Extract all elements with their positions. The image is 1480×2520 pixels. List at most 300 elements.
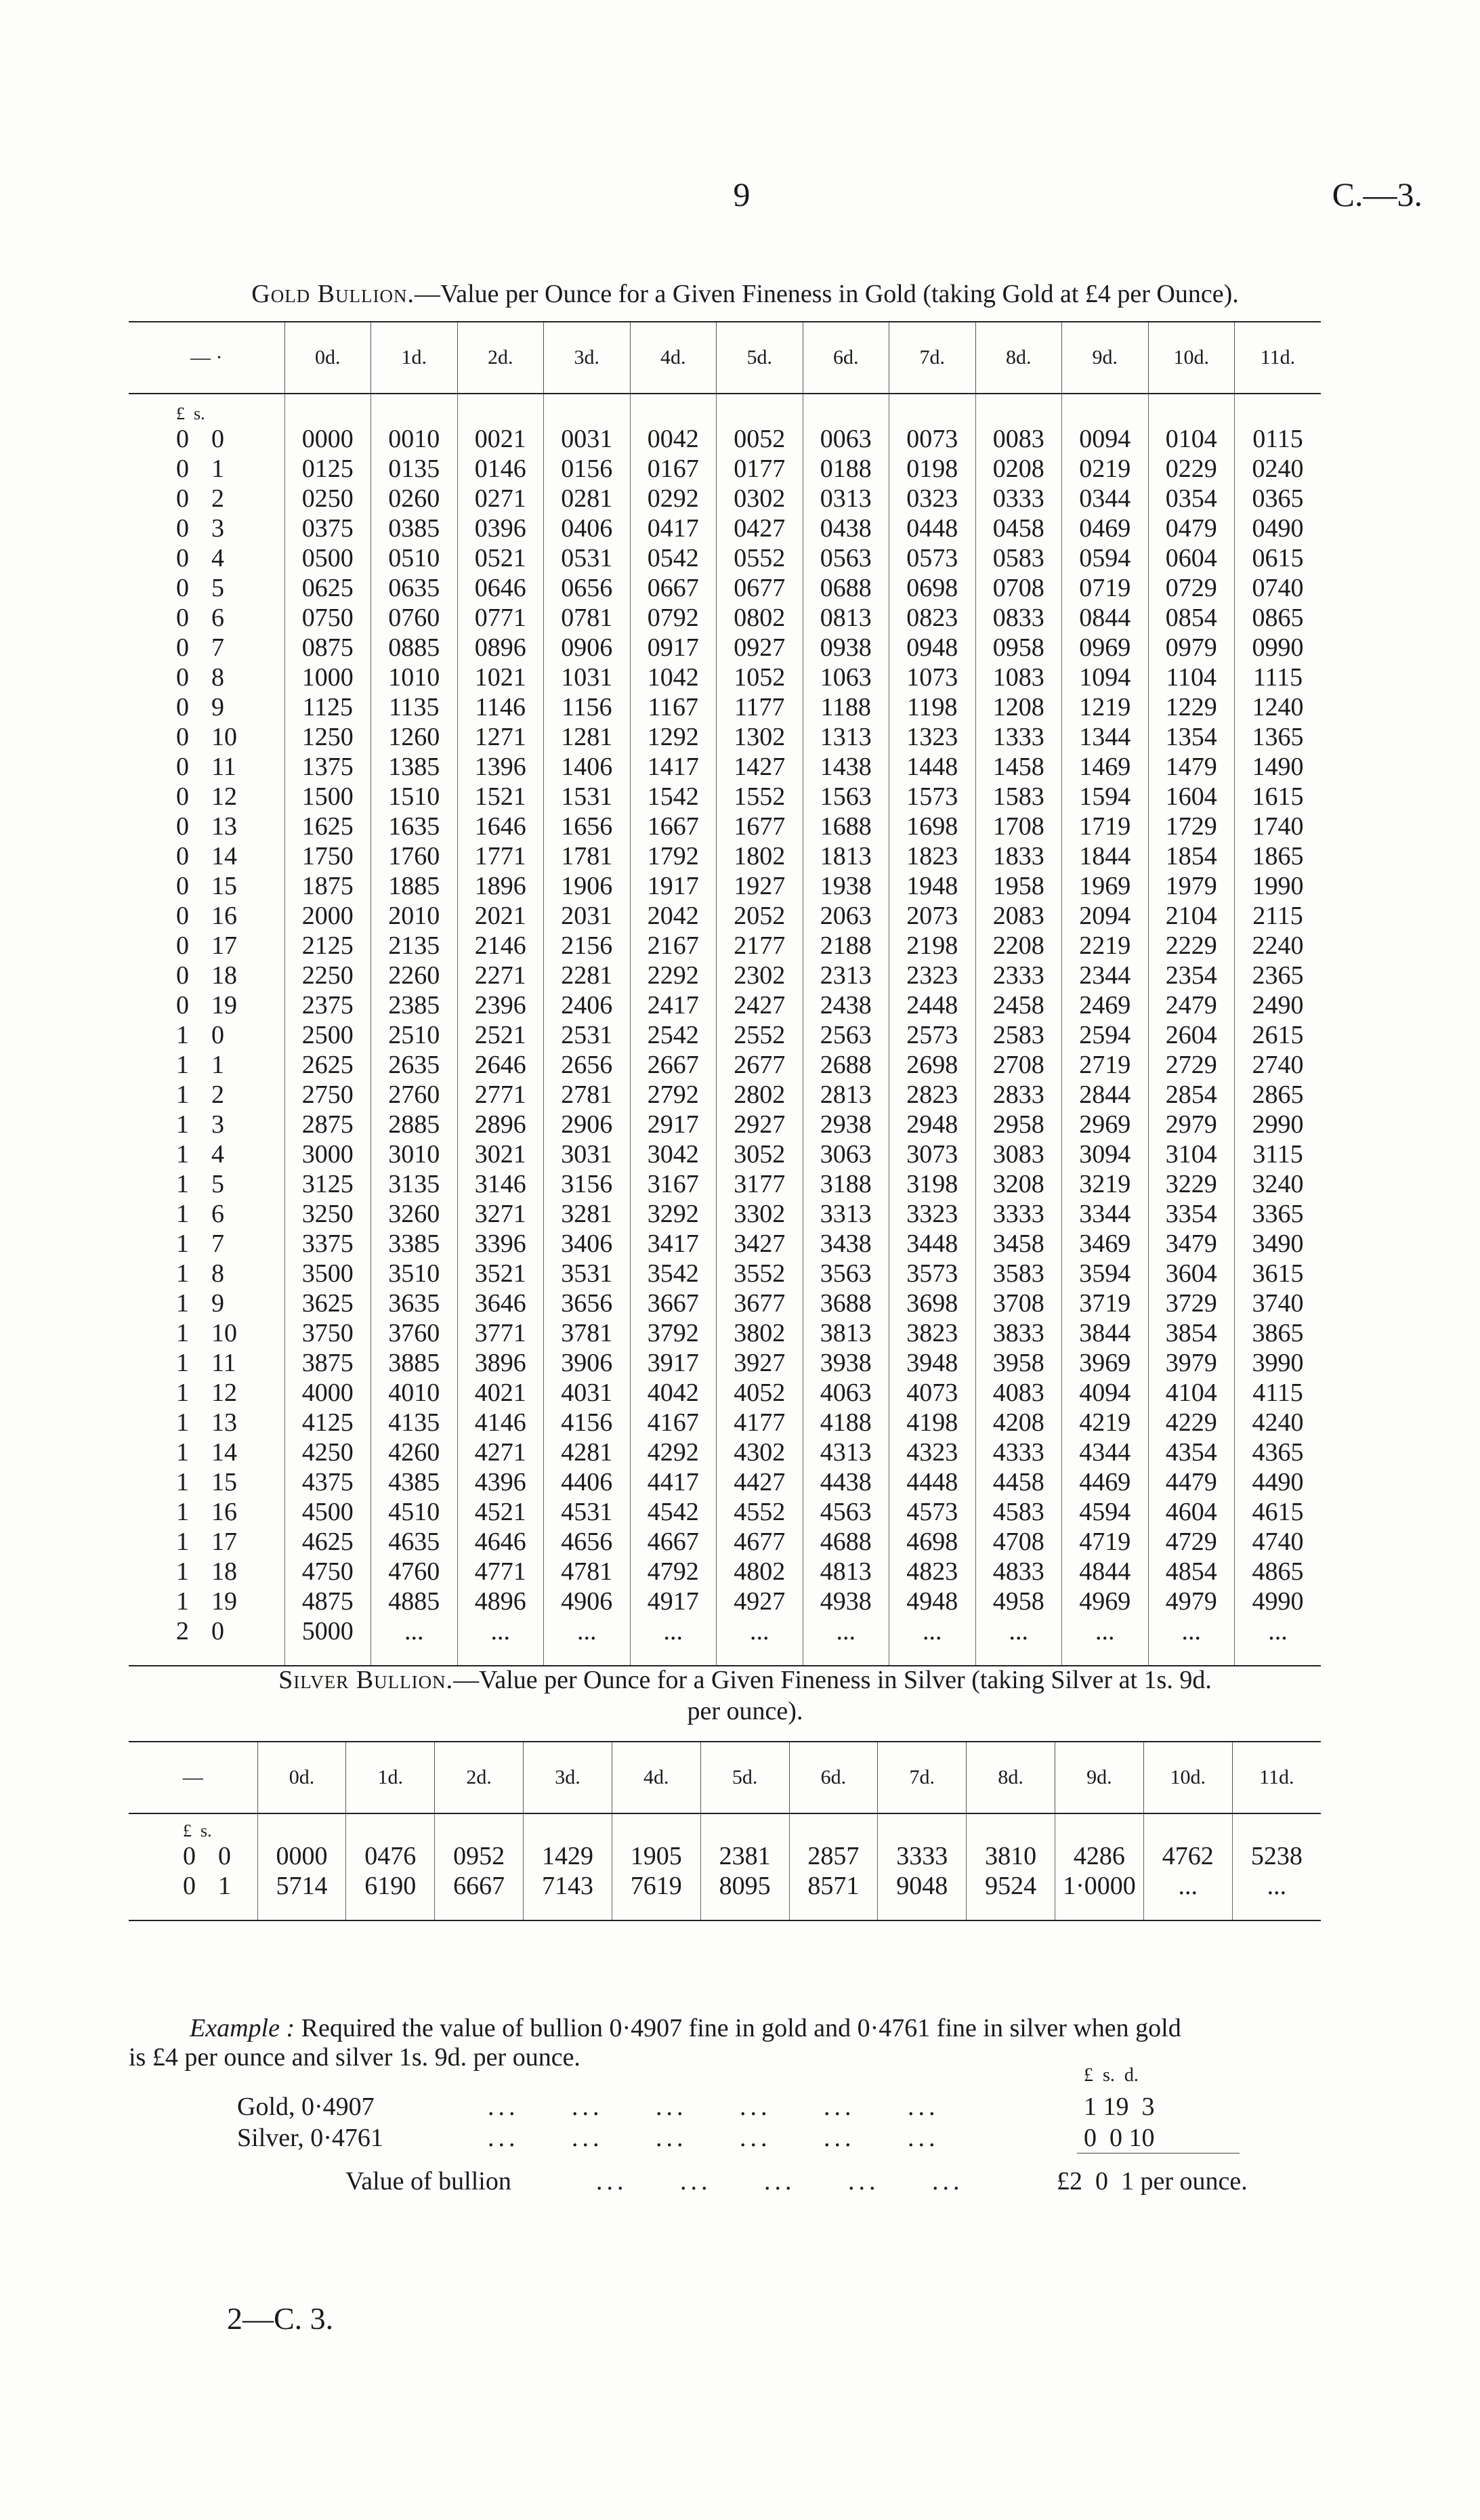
pounds-value: 0 xyxy=(176,931,189,960)
gold-value-cell: 0990 xyxy=(1235,633,1322,663)
gold-value-cell: 3625 xyxy=(284,1288,371,1318)
gold-value-cell: 3458 xyxy=(975,1229,1062,1259)
gold-value-cell: 0167 xyxy=(630,454,717,484)
gold-value-cell: 2458 xyxy=(975,990,1062,1020)
pounds-value: 1 xyxy=(176,1349,189,1377)
gold-value-cell: 4281 xyxy=(544,1437,631,1467)
gold-col-header: 10d. xyxy=(1148,322,1235,394)
gold-value-cell: 1375 xyxy=(284,752,371,782)
gold-value-cell: 0271 xyxy=(457,484,544,513)
gold-value-cell: 0135 xyxy=(371,454,458,484)
gold-value-cell: 0344 xyxy=(1062,484,1149,513)
gold-value-cell: 0448 xyxy=(889,513,976,543)
gold-value-cell: 2250 xyxy=(284,961,371,990)
gold-value-cell: 4792 xyxy=(630,1557,717,1587)
gold-value-cell: 3479 xyxy=(1148,1229,1235,1259)
gold-value-cell: 3500 xyxy=(284,1259,371,1288)
gold-value-cell: 4073 xyxy=(889,1378,976,1408)
gold-value-cell: 3229 xyxy=(1148,1169,1235,1199)
gold-value-cell: 2958 xyxy=(975,1110,1062,1139)
silver-value-cell: 9048 xyxy=(878,1871,967,1901)
gold-table-row xyxy=(129,752,1321,782)
silver-cell xyxy=(524,1813,612,1841)
gold-table-row xyxy=(129,484,1321,513)
gold-value-cell: 3115 xyxy=(1235,1139,1322,1169)
gold-value-cell: 1615 xyxy=(1235,782,1322,812)
gold-value-cell: 3740 xyxy=(1235,1288,1322,1318)
gold-value-cell: 3135 xyxy=(371,1169,458,1199)
gold-table-row xyxy=(129,990,1321,1020)
shillings-value: 19 xyxy=(211,1587,237,1616)
gold-value-cell: ... xyxy=(371,1616,458,1646)
silver-table-title xyxy=(129,1665,1361,1695)
gold-value-cell: 2240 xyxy=(1235,931,1322,961)
shillings-value: 18 xyxy=(211,961,237,990)
gold-value-cell: 2219 xyxy=(1062,931,1149,961)
gold-value-cell: 4698 xyxy=(889,1527,976,1557)
silver-cell xyxy=(612,1901,700,1920)
gold-value-cell: 2813 xyxy=(803,1080,889,1110)
gold-value-cell: 1771 xyxy=(457,841,544,871)
pounds-value: 0 xyxy=(176,544,189,572)
gold-value-cell: 2188 xyxy=(803,931,889,961)
shillings-value: 9 xyxy=(211,693,224,721)
silver-value-cell: 6190 xyxy=(346,1871,435,1901)
pounds-value: 1 xyxy=(176,1468,189,1496)
gold-value-cell: 0292 xyxy=(630,484,717,513)
shillings-value: 4 xyxy=(211,1140,224,1169)
gold-value-cell: 3010 xyxy=(371,1139,458,1169)
example-label: Example : xyxy=(190,2014,295,2042)
gold-value-cell: 2802 xyxy=(717,1080,803,1110)
gold-value-cell: 4604 xyxy=(1148,1497,1235,1527)
gold-cell xyxy=(1235,1646,1322,1666)
gold-value-cell: ... xyxy=(803,1616,889,1646)
gold-value-cell: 0396 xyxy=(457,513,544,543)
gold-value-cell: 2875 xyxy=(284,1110,371,1139)
silver-example-value: 0 0 10 xyxy=(1084,2124,1155,2152)
gold-value-cell: 1385 xyxy=(371,752,458,782)
gold-row-label xyxy=(129,1378,284,1408)
pounds-value: 1 xyxy=(176,1230,189,1258)
gold-value-cell: 2542 xyxy=(630,1020,717,1050)
gold-table-body xyxy=(129,394,1321,1666)
gold-value-cell: 0917 xyxy=(630,633,717,663)
total-value: £2 0 1 per ounce. xyxy=(1057,2167,1248,2196)
gold-value-cell: 4198 xyxy=(889,1408,976,1437)
gold-value-cell: 3781 xyxy=(544,1318,631,1348)
gold-table-row xyxy=(129,1467,1321,1497)
gold-value-cell: 4375 xyxy=(284,1467,371,1497)
gold-value-cell: 3521 xyxy=(457,1259,544,1288)
silver-cell xyxy=(524,1901,612,1920)
gold-value-cell: 2063 xyxy=(803,901,889,931)
gold-table-row xyxy=(129,901,1321,931)
gold-value-cell: 4990 xyxy=(1235,1587,1322,1616)
silver-col-header: 8d. xyxy=(967,1742,1055,1813)
gold-row-label xyxy=(129,1199,284,1229)
gold-value-cell: 1094 xyxy=(1062,663,1149,692)
gold-value-cell: 2083 xyxy=(975,901,1062,931)
gold-value-cell: 0031 xyxy=(544,424,631,454)
gold-value-cell: 0958 xyxy=(975,633,1062,663)
silver-cell xyxy=(967,1813,1055,1841)
gold-value-cell: 2448 xyxy=(889,990,976,1020)
gold-table-row xyxy=(129,841,1321,871)
pounds-value: 0 xyxy=(176,753,189,781)
gold-value-cell: 3979 xyxy=(1148,1348,1235,1378)
gold-col-header: 4d. xyxy=(630,322,717,394)
gold-value-cell: 0823 xyxy=(889,603,976,633)
sum-rule xyxy=(1077,2153,1240,2154)
silver-cell xyxy=(1143,1813,1232,1841)
silver-col-header: 2d. xyxy=(435,1742,524,1813)
gold-value-cell: 3729 xyxy=(1148,1288,1235,1318)
gold-value-cell: 2323 xyxy=(889,961,976,990)
gold-cell xyxy=(1148,1646,1235,1666)
pounds-value: 0 xyxy=(176,514,189,543)
shillings-value: 6 xyxy=(211,604,224,632)
gold-value-cell: 3927 xyxy=(717,1348,803,1378)
gold-value-cell: 2344 xyxy=(1062,961,1149,990)
gold-value-cell: 1292 xyxy=(630,722,717,752)
gold-value-cell: 1208 xyxy=(975,692,1062,722)
gold-value-cell: 2906 xyxy=(544,1110,631,1139)
gold-value-cell: 4167 xyxy=(630,1408,717,1437)
gold-value-cell: 3958 xyxy=(975,1348,1062,1378)
gold-cell xyxy=(630,394,717,424)
gold-value-cell: 0656 xyxy=(544,573,631,603)
gold-value-cell: 2521 xyxy=(457,1020,544,1050)
gold-value-cell: ... xyxy=(1062,1616,1149,1646)
gold-value-cell: 1313 xyxy=(803,722,889,752)
gold-title-caps: Gold Bullion. xyxy=(251,280,415,308)
pounds-value: 0 xyxy=(176,663,189,692)
gold-value-cell: 3208 xyxy=(975,1169,1062,1199)
gold-value-cell: 3396 xyxy=(457,1229,544,1259)
gold-row-label xyxy=(129,1080,284,1110)
gold-value-cell: 0948 xyxy=(889,633,976,663)
gold-value-cell: 3750 xyxy=(284,1318,371,1348)
gold-value-cell: 3875 xyxy=(284,1348,371,1378)
gold-value-cell: 4292 xyxy=(630,1437,717,1467)
shillings-value: 6 xyxy=(211,1200,224,1228)
gold-value-cell: 1510 xyxy=(371,782,458,812)
gold-value-cell: 0250 xyxy=(284,484,371,513)
gold-value-cell: 0594 xyxy=(1062,543,1149,573)
gold-value-cell: 3531 xyxy=(544,1259,631,1288)
gold-value-cell: 1115 xyxy=(1235,663,1322,692)
gold-value-cell: ... xyxy=(544,1616,631,1646)
gold-value-cell: 4583 xyxy=(975,1497,1062,1527)
gold-value-cell: 2354 xyxy=(1148,961,1235,990)
gold-value-cell: 2406 xyxy=(544,990,631,1020)
gold-table-row xyxy=(129,1348,1321,1378)
gold-value-cell: 1698 xyxy=(889,812,976,841)
pounds-value: 1 xyxy=(176,1259,189,1288)
gold-value-cell: 0802 xyxy=(717,603,803,633)
gold-value-cell: 0979 xyxy=(1148,633,1235,663)
gold-value-cell: 0542 xyxy=(630,543,717,573)
gold-value-cell: ... xyxy=(889,1616,976,1646)
silver-cell xyxy=(700,1813,789,1841)
gold-value-cell: 3813 xyxy=(803,1318,889,1348)
gold-value-cell: 4094 xyxy=(1062,1378,1149,1408)
shillings-value: 10 xyxy=(211,723,237,751)
gold-value-cell: 3448 xyxy=(889,1229,976,1259)
gold-value-cell: 1927 xyxy=(717,871,803,901)
gold-col-header: 2d. xyxy=(457,322,544,394)
gold-value-cell: 2573 xyxy=(889,1020,976,1050)
silver-col-header: 1d. xyxy=(346,1742,435,1813)
silver-value-cell: 2381 xyxy=(700,1841,789,1871)
gold-value-cell: 2333 xyxy=(975,961,1062,990)
gold-table-row xyxy=(129,513,1321,543)
gold-value-cell: 2417 xyxy=(630,990,717,1020)
shillings-value: 2 xyxy=(211,1080,224,1109)
gold-value-cell: 2604 xyxy=(1148,1020,1235,1050)
gold-value-cell: 4010 xyxy=(371,1378,458,1408)
gold-value-cell: 0323 xyxy=(889,484,976,513)
gold-value-cell: 3260 xyxy=(371,1199,458,1229)
shillings-value: 17 xyxy=(211,1528,237,1556)
gold-value-cell: 0365 xyxy=(1235,484,1322,513)
gold-value-cell: 3563 xyxy=(803,1259,889,1288)
gold-value-cell: 4729 xyxy=(1148,1527,1235,1557)
silver-title-line2: per ounce). xyxy=(687,1697,803,1725)
gold-cell xyxy=(803,394,889,424)
gold-value-cell: 0552 xyxy=(717,543,803,573)
gold-table-row xyxy=(129,1139,1321,1169)
gold-value-cell: 1073 xyxy=(889,663,976,692)
gold-value-cell: 3344 xyxy=(1062,1199,1149,1229)
gold-table-row xyxy=(129,782,1321,812)
gold-row-label xyxy=(129,424,284,454)
silver-table-body xyxy=(129,1813,1321,1920)
gold-value-cell: 2646 xyxy=(457,1050,544,1080)
silver-row-label xyxy=(129,1871,257,1901)
gold-row-label xyxy=(129,1557,284,1587)
gold-row-label xyxy=(129,1259,284,1288)
gold-value-cell: 4260 xyxy=(371,1437,458,1467)
gold-row-label xyxy=(129,1110,284,1139)
gold-value-cell: 1729 xyxy=(1148,812,1235,841)
gold-value-cell: 3917 xyxy=(630,1348,717,1378)
gold-value-cell: 3365 xyxy=(1235,1199,1322,1229)
gold-value-cell: 2708 xyxy=(975,1050,1062,1080)
gold-value-cell: 4896 xyxy=(457,1587,544,1616)
gold-value-cell: 4042 xyxy=(630,1378,717,1408)
gold-value-cell: 0792 xyxy=(630,603,717,633)
gold-value-cell: 1938 xyxy=(803,871,889,901)
gold-value-cell: 3667 xyxy=(630,1288,717,1318)
gold-value-cell: 4208 xyxy=(975,1408,1062,1437)
gold-value-cell: ... xyxy=(975,1616,1062,1646)
gold-value-cell: 0677 xyxy=(717,573,803,603)
gold-table-row xyxy=(129,543,1321,573)
gold-value-cell: 2677 xyxy=(717,1050,803,1080)
gold-value-cell: 2594 xyxy=(1062,1020,1149,1050)
gold-value-cell: 0781 xyxy=(544,603,631,633)
gold-value-cell: 0104 xyxy=(1148,424,1235,454)
gold-value-cell: 0313 xyxy=(803,484,889,513)
gold-value-cell: 0625 xyxy=(284,573,371,603)
gold-value-cell: 0688 xyxy=(803,573,889,603)
gold-value-cell: ... xyxy=(457,1616,544,1646)
pounds-value: 1 xyxy=(176,1528,189,1556)
gold-value-cell: 2365 xyxy=(1235,961,1322,990)
gold-value-cell: 1146 xyxy=(457,692,544,722)
gold-value-cell: 3333 xyxy=(975,1199,1062,1229)
gold-value-cell: 2750 xyxy=(284,1080,371,1110)
gold-value-cell: 0000 xyxy=(284,424,371,454)
pounds-value: 0 xyxy=(176,604,189,632)
gold-value-cell: 4979 xyxy=(1148,1587,1235,1616)
gold-table-row xyxy=(129,961,1321,990)
gold-value-cell: 0229 xyxy=(1148,454,1235,484)
gold-value-cell: 3031 xyxy=(544,1139,631,1169)
gold-table-row xyxy=(129,1587,1321,1616)
shillings-value: 16 xyxy=(211,902,237,930)
gold-row-label xyxy=(129,543,284,573)
gold-value-cell: 2115 xyxy=(1235,901,1322,931)
gold-row-label xyxy=(129,1437,284,1467)
gold-row-label xyxy=(129,663,284,692)
gold-table-row xyxy=(129,1527,1321,1557)
gold-value-cell: 1688 xyxy=(803,812,889,841)
gold-value-cell: 4333 xyxy=(975,1437,1062,1467)
gold-row-label xyxy=(129,722,284,752)
gold-value-cell: 1125 xyxy=(284,692,371,722)
gold-value-cell: 0969 xyxy=(1062,633,1149,663)
silver-table-row xyxy=(129,1871,1321,1901)
gold-value-cell: 0635 xyxy=(371,573,458,603)
gold-value-cell: 1792 xyxy=(630,841,717,871)
pounds-value: 1 xyxy=(176,1379,189,1407)
gold-value-cell: 4406 xyxy=(544,1467,631,1497)
gold-value-cell: 2198 xyxy=(889,931,976,961)
gold-value-cell: 3802 xyxy=(717,1318,803,1348)
gold-value-cell: 2031 xyxy=(544,901,631,931)
gold-row-label xyxy=(129,990,284,1020)
silver-unit-row xyxy=(129,1813,1321,1841)
gold-value-cell: 3906 xyxy=(544,1348,631,1378)
gold-value-cell: 1479 xyxy=(1148,752,1235,782)
silver-bullion-table xyxy=(129,1741,1321,1921)
gold-value-cell: 2021 xyxy=(457,901,544,931)
gold-value-cell: 2865 xyxy=(1235,1080,1322,1110)
gold-value-cell: 2698 xyxy=(889,1050,976,1080)
gold-row-label xyxy=(129,871,284,901)
gold-value-cell: 0010 xyxy=(371,424,458,454)
gold-value-cell: 0646 xyxy=(457,573,544,603)
document-reference: C.—3. xyxy=(1332,175,1422,213)
pounds-value: 0 xyxy=(183,1842,196,1870)
gold-table-row xyxy=(129,1080,1321,1110)
silver-example-label: Silver, 0·4761 xyxy=(237,2124,383,2152)
gold-value-cell: 4156 xyxy=(544,1408,631,1437)
gold-cell xyxy=(1062,1646,1149,1666)
gold-value-cell: 0938 xyxy=(803,633,889,663)
gold-row-label xyxy=(129,1288,284,1318)
silver-col-header: 7d. xyxy=(878,1742,967,1813)
gold-value-cell: 0302 xyxy=(717,484,803,513)
gold-value-cell: 4938 xyxy=(803,1587,889,1616)
gold-value-cell: 4188 xyxy=(803,1408,889,1437)
silver-cell xyxy=(1232,1813,1321,1841)
gold-value-cell: 0073 xyxy=(889,424,976,454)
gold-cell xyxy=(717,1646,803,1666)
gold-value-cell: 3542 xyxy=(630,1259,717,1288)
gold-value-cell: 1521 xyxy=(457,782,544,812)
gold-value-cell: 2229 xyxy=(1148,931,1235,961)
gold-value-cell: 4271 xyxy=(457,1437,544,1467)
gold-row-label xyxy=(129,841,284,871)
gold-value-cell: 4667 xyxy=(630,1527,717,1557)
gold-row-label xyxy=(129,1050,284,1080)
gold-value-cell: 2135 xyxy=(371,931,458,961)
gold-table-row xyxy=(129,812,1321,841)
gold-row-label xyxy=(129,931,284,961)
silver-col-header: 11d. xyxy=(1232,1742,1321,1813)
gold-value-cell: 1563 xyxy=(803,782,889,812)
gold-value-cell: 1646 xyxy=(457,812,544,841)
gold-value-cell: 3240 xyxy=(1235,1169,1322,1199)
gold-value-cell: 2885 xyxy=(371,1110,458,1139)
gold-value-cell: 0531 xyxy=(544,543,631,573)
gold-value-cell: 2260 xyxy=(371,961,458,990)
gold-value-cell: 4396 xyxy=(457,1467,544,1497)
gold-value-cell: 1875 xyxy=(284,871,371,901)
silver-cell xyxy=(1055,1901,1144,1920)
gold-table-row xyxy=(129,603,1321,633)
gold-value-cell: 0750 xyxy=(284,603,371,633)
gold-value-cell: 1063 xyxy=(803,663,889,692)
gold-cell xyxy=(1148,394,1235,424)
gold-cell xyxy=(1235,394,1322,424)
gold-value-cell: 3406 xyxy=(544,1229,631,1259)
gold-value-cell: 3771 xyxy=(457,1318,544,1348)
gold-value-cell: 0500 xyxy=(284,543,371,573)
gold-row-label xyxy=(129,1587,284,1616)
gold-value-cell: 2146 xyxy=(457,931,544,961)
silver-closing-row xyxy=(129,1901,1321,1920)
gold-value-cell: 0115 xyxy=(1235,424,1322,454)
gold-value-cell: 3177 xyxy=(717,1169,803,1199)
pounds-value: 0 xyxy=(176,574,189,602)
gold-value-cell: 2552 xyxy=(717,1020,803,1050)
gold-value-cell: 4104 xyxy=(1148,1378,1235,1408)
gold-table-row xyxy=(129,1199,1321,1229)
gold-col-header: 3d. xyxy=(544,322,631,394)
gold-value-cell: 0510 xyxy=(371,543,458,573)
gold-table-row xyxy=(129,871,1321,901)
gold-value-cell: 4542 xyxy=(630,1497,717,1527)
gold-table-row xyxy=(129,1110,1321,1139)
gold-cell xyxy=(889,394,976,424)
gold-cell xyxy=(717,394,803,424)
gold-value-cell: 1448 xyxy=(889,752,976,782)
gold-value-cell: 4354 xyxy=(1148,1437,1235,1467)
gold-value-cell: ... xyxy=(717,1616,803,1646)
gold-value-cell: 4521 xyxy=(457,1497,544,1527)
gold-value-cell: 3219 xyxy=(1062,1169,1149,1199)
gold-value-cell: 2104 xyxy=(1148,901,1235,931)
gold-value-cell: 0615 xyxy=(1235,543,1322,573)
gold-value-cell: 3490 xyxy=(1235,1229,1322,1259)
gold-value-cell: 0438 xyxy=(803,513,889,543)
gold-value-cell: 3281 xyxy=(544,1199,631,1229)
